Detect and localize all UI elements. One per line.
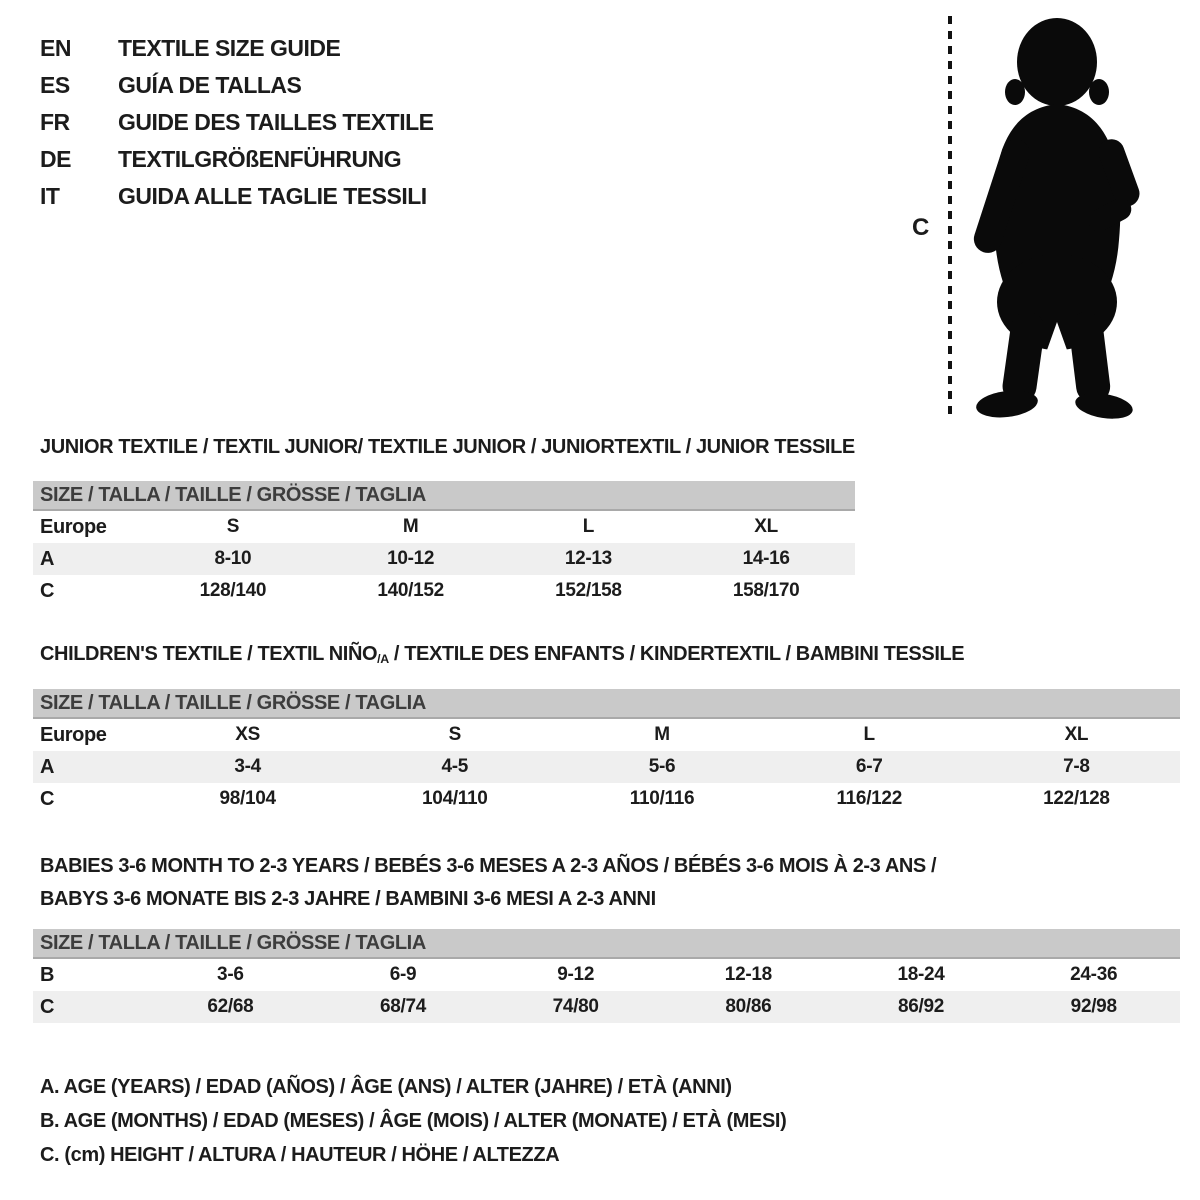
size-cell: M xyxy=(654,724,670,745)
guide-title: GUIDA ALLE TAGLIE TESSILI xyxy=(118,183,427,209)
guide-title: TEXTILE SIZE GUIDE xyxy=(118,35,341,61)
age-cell: 10-12 xyxy=(387,548,435,569)
age-cell: 3-6 xyxy=(217,964,244,985)
size-table-header: SIZE / TALLA / TAILLE / GRÖSSE / TAGLIA xyxy=(33,481,855,511)
row-label: C xyxy=(40,995,55,1018)
size-cell: XS xyxy=(235,724,260,745)
age-cell: 6-9 xyxy=(389,964,417,985)
guide-title: TEXTILGRÖßENFÜHRUNG xyxy=(118,146,402,172)
language-code: DE xyxy=(40,146,71,172)
size-cell: XL xyxy=(1064,724,1089,745)
language-row-en xyxy=(40,30,434,67)
size-table-header: SIZE / TALLA / TAILLE / GRÖSSE / TAGLIA xyxy=(33,929,1180,959)
height-cell: 140/152 xyxy=(377,580,444,601)
height-dashed-line xyxy=(948,16,952,416)
children-size-table xyxy=(33,689,1180,815)
guide-title: GUIDE DES TAILLES TEXTILE xyxy=(118,109,434,135)
age-cell: 12-18 xyxy=(724,964,772,985)
children-section-title xyxy=(40,643,964,666)
legend-line-c: C. (cm) HEIGHT / ALTURA / HAUTEUR / HÖHE / ALTEZZA xyxy=(40,1143,560,1166)
height-cell: 80/86 xyxy=(725,996,772,1017)
age-cell: 7-8 xyxy=(1063,756,1090,777)
height-cell: 158/170 xyxy=(732,580,800,601)
size-cell: S xyxy=(448,724,461,745)
age-cell: 8-10 xyxy=(214,548,252,569)
language-row-es xyxy=(40,67,434,104)
babies-size-table xyxy=(33,929,1180,1023)
language-row-fr xyxy=(40,104,434,141)
age-cell: 6-7 xyxy=(855,756,883,777)
height-cell: 68/74 xyxy=(379,996,427,1017)
table-row-age xyxy=(33,751,1180,783)
row-label: C xyxy=(40,579,55,602)
language-code: ES xyxy=(40,72,70,98)
babies-title-line2: BABYS 3-6 MONATE BIS 2-3 JAHRE / BAMBINI 3-6 MESI A 2-3 ANNI xyxy=(40,888,656,910)
row-label: Europe xyxy=(40,723,107,746)
legend xyxy=(40,1070,786,1172)
age-cell: 18-24 xyxy=(897,964,945,985)
language-row-it xyxy=(40,178,434,215)
height-cell: 116/122 xyxy=(836,788,902,809)
height-cell: 98/104 xyxy=(219,788,276,809)
row-label: B xyxy=(40,963,55,986)
language-code: IT xyxy=(40,183,60,209)
babies-section-title xyxy=(40,850,936,916)
table-row-age-months xyxy=(33,959,1180,991)
size-cell: L xyxy=(863,724,875,745)
legend-line-b: B. AGE (MONTHS) / EDAD (MESES) / ÂGE (MOIS) / ALTER (MONATE) / ETÀ (MESI) xyxy=(40,1109,787,1132)
row-label: Europe xyxy=(40,515,107,538)
height-cell: 128/140 xyxy=(199,580,267,601)
age-cell: 12-13 xyxy=(564,548,612,569)
row-label: C xyxy=(40,787,55,810)
size-cell: L xyxy=(582,516,595,537)
row-label: A xyxy=(40,547,55,570)
size-table-header: SIZE / TALLA / TAILLE / GRÖSSE / TAGLIA xyxy=(33,689,1180,719)
children-title-post: / TEXTILE DES ENFANTS / KINDERTEXTIL / BAMBINI TESSILE xyxy=(388,643,965,665)
row-label: A xyxy=(40,755,55,778)
age-cell: 24-36 xyxy=(1070,964,1118,985)
height-cell: 152/158 xyxy=(555,580,622,601)
height-cell: 110/116 xyxy=(629,788,695,809)
junior-section-title: JUNIOR TEXTILE / TEXTIL JUNIOR/ TEXTILE JUNIOR / JUNIORTEXTIL / JUNIOR TESSILE xyxy=(40,436,855,458)
table-row-height xyxy=(33,575,855,607)
age-cell: 3-4 xyxy=(234,756,261,777)
age-cell: 4-5 xyxy=(441,756,469,777)
language-title-list xyxy=(40,30,434,215)
toddler-silhouette-icon xyxy=(962,12,1140,420)
table-row-height xyxy=(33,783,1180,815)
height-cell: 104/110 xyxy=(422,788,488,809)
size-cell: XL xyxy=(754,516,778,537)
height-cell: 62/68 xyxy=(207,996,254,1017)
table-row-europe xyxy=(33,511,855,543)
size-cell: M xyxy=(402,516,419,537)
babies-title-line1: BABIES 3-6 MONTH TO 2-3 YEARS / BEBÉS 3-6 MESES A 2-3 AÑOS / BÉBÉS 3-6 MOIS À 2-3 ANS / xyxy=(40,855,937,877)
height-cell: 86/92 xyxy=(898,996,945,1017)
children-title-subscript: /A xyxy=(377,652,389,667)
age-cell: 14-16 xyxy=(742,548,790,569)
height-measure-label: C xyxy=(912,214,930,241)
height-cell: 122/128 xyxy=(1043,788,1110,809)
table-row-height xyxy=(33,991,1180,1023)
children-title-pre: CHILDREN'S TEXTILE / TEXTIL NIÑO xyxy=(40,643,378,665)
size-cell: S xyxy=(226,516,240,537)
height-cell: 74/80 xyxy=(552,996,599,1017)
junior-size-table xyxy=(33,481,855,607)
guide-title: GUÍA DE TALLAS xyxy=(118,72,302,98)
age-cell: 5-6 xyxy=(648,756,676,777)
language-code: FR xyxy=(40,109,70,135)
age-cell: 9-12 xyxy=(557,964,595,985)
table-row-age xyxy=(33,543,855,575)
language-row-de xyxy=(40,141,434,178)
table-row-europe xyxy=(33,719,1180,751)
language-code: EN xyxy=(40,35,71,61)
height-cell: 92/98 xyxy=(1070,996,1117,1017)
legend-line-a: A. AGE (YEARS) / EDAD (AÑOS) / ÂGE (ANS) / ALTER (JAHRE) / ETÀ (ANNI) xyxy=(40,1075,732,1098)
